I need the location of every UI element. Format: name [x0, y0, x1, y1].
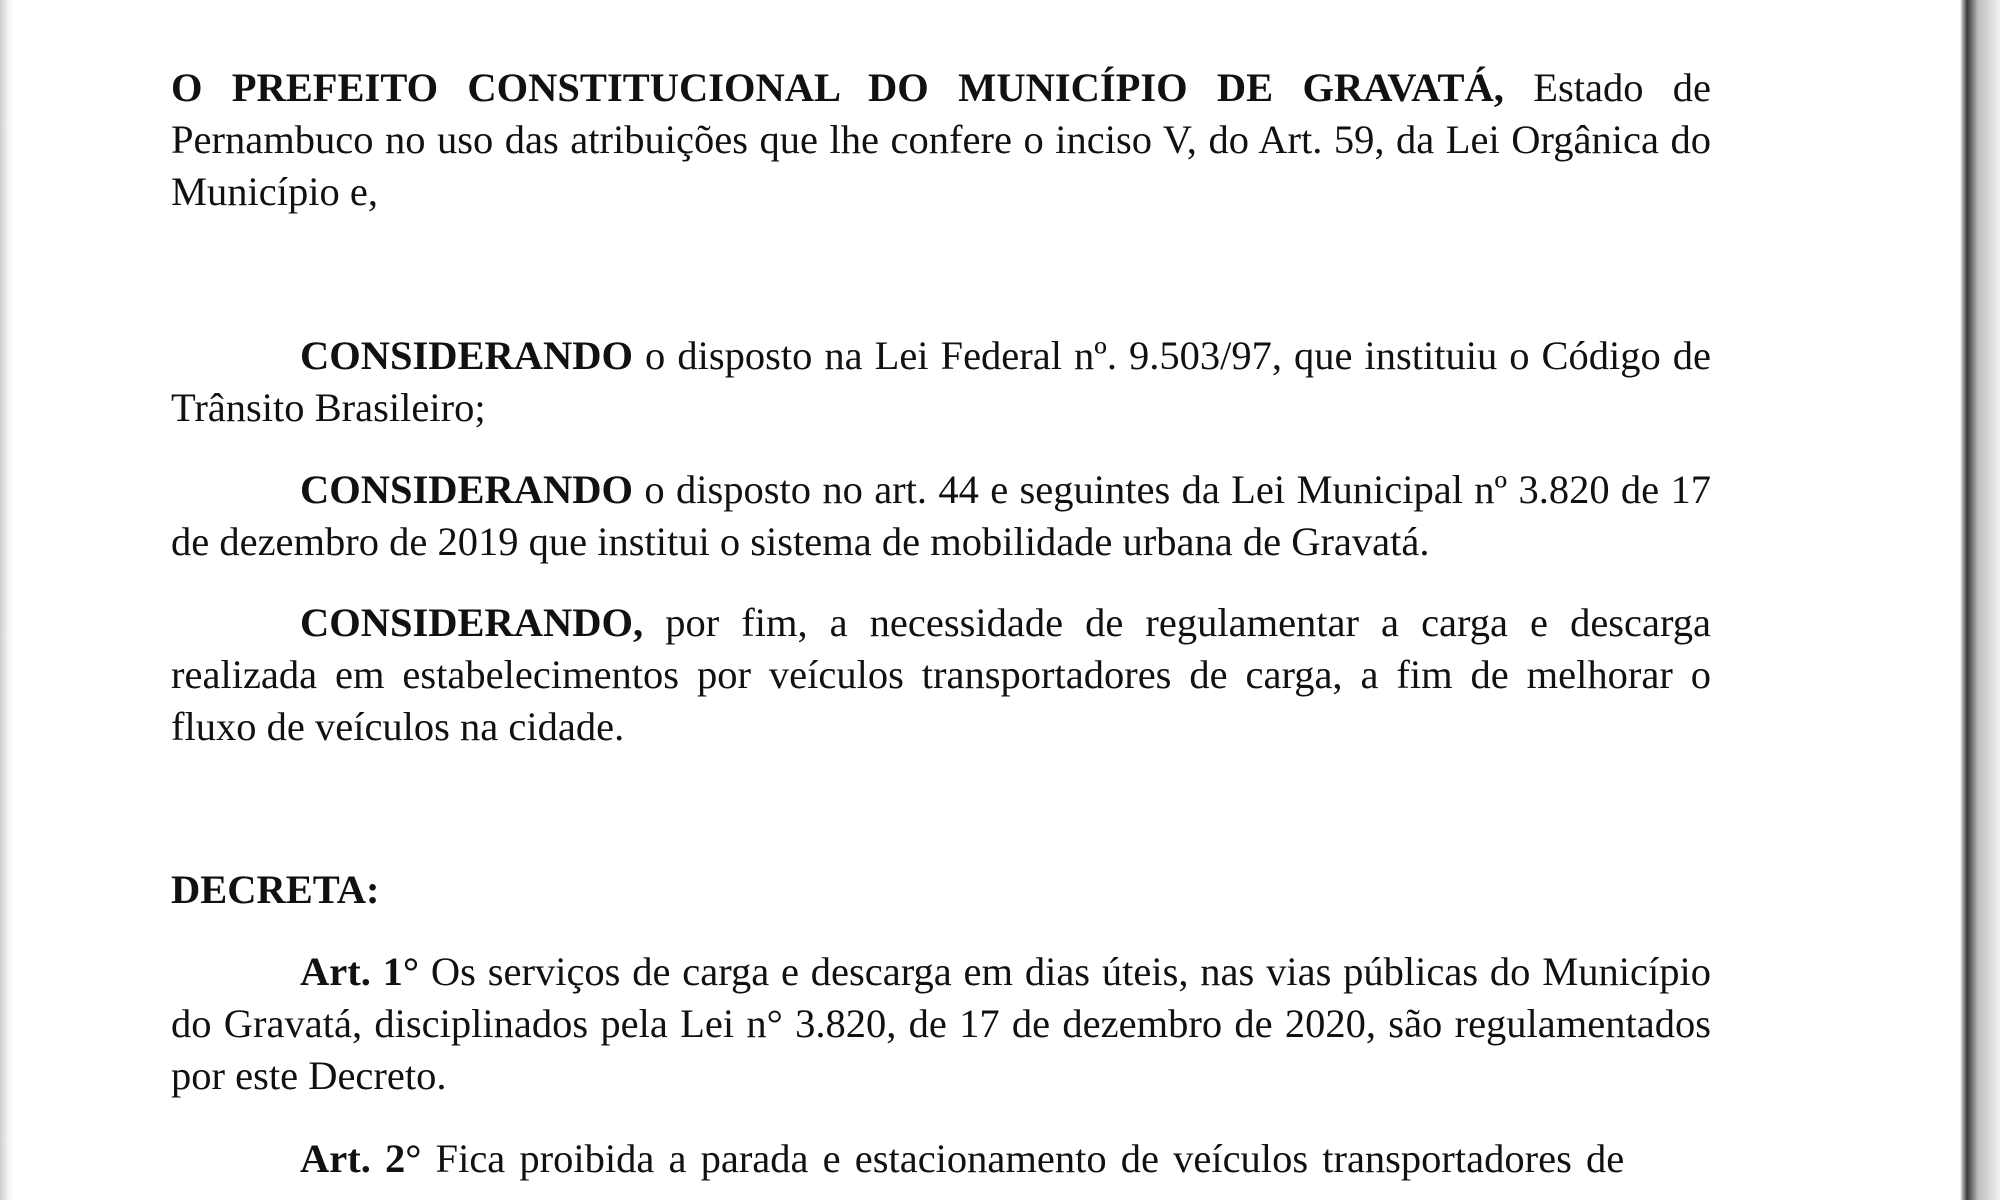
article-bold-1: Art. 1° — [300, 949, 420, 994]
consideration-paragraph-2 — [171, 464, 1711, 568]
preamble-paragraph — [171, 62, 1711, 218]
consideration-paragraph-3 — [171, 597, 1711, 753]
preamble-bold: O PREFEITO CONSTITUCIONAL DO MUNICÍPIO DE GRAVATÁ, — [171, 65, 1504, 110]
page-left-shadow — [0, 0, 14, 1200]
article-bold-2: Art. 2° — [300, 1136, 422, 1181]
page-right-shadow — [1960, 0, 2000, 1200]
consideration-bold-1: CONSIDERANDO — [300, 333, 634, 378]
consideration-bold-3: CONSIDERANDO, — [300, 600, 644, 645]
decreta-heading — [171, 864, 1711, 916]
article-text-1: Os serviços de carga e descarga em dias úteis, nas vias públicas do Município do Gravatá, disciplinados pela Lei n° 3.820, de 17 de dezembro de 2020, são regulamentados por este Decreto. — [171, 949, 1711, 1098]
consideration-text-1: o disposto na Lei Federal nº. 9.503/97, que instituiu o Código de Trânsito Brasileiro; — [171, 333, 1711, 430]
decreta-heading-text: DECRETA: — [171, 867, 380, 912]
consideration-text-2: o disposto no art. 44 e seguintes da Lei Municipal nº 3.820 de 17 de dezembro de 2019 que institui o sistema de mobilidade urbana de Gravatá. — [171, 467, 1711, 564]
article-text-2: Fica proibida a parada e estacionamento de veículos transportadores de — [421, 1136, 1625, 1181]
consideration-bold-2: CONSIDERANDO — [300, 467, 634, 512]
preamble-text: Estado de Pernambuco no uso das atribuições que lhe confere o inciso V, do Art. 59, da Lei Orgânica do Município e, — [171, 65, 1711, 214]
consideration-paragraph-1 — [171, 330, 1711, 434]
article-paragraph-1 — [171, 946, 1711, 1102]
consideration-text-3: por fim, a necessidade de regulamentar a carga e descarga realizada em estabelecimentos por veículos transportadores de carga, a fim de melhorar o fluxo de veículos na cidade. — [171, 600, 1711, 749]
article-paragraph-2 — [171, 1133, 1711, 1185]
